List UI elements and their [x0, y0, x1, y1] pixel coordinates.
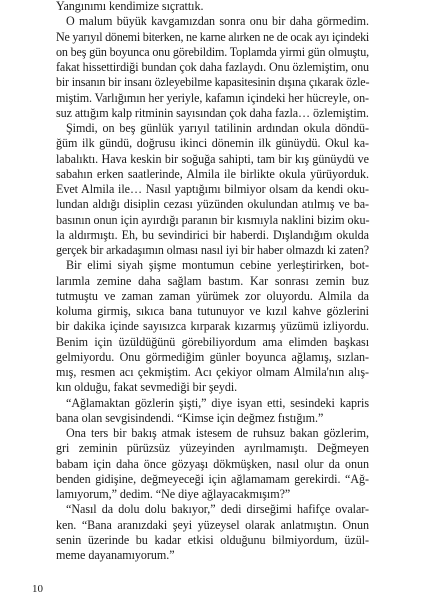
text-line: Bir elimi siyah şişme montumun cebine yerleştirirken, bot-: [66, 258, 369, 273]
text-line: Ona ters bir bakış atmak istesem de ruhsuz bakan gözlerim,: [66, 426, 369, 440]
text-line: “Nasıl da dolu dolu bakıyor,” dedi dirseğimi hafifçe ovalar-: [66, 502, 369, 517]
text-line: bir dakika içinde sayısızca kırparak kızarmış yüzümü izliyordu.: [56, 319, 369, 334]
text-line: senin üzerinde bu kadar etkisi olduğunu bilmiyordum, üzül-: [56, 532, 369, 547]
text-line: lamıyorum,” dedim. “Ne diye ağlayacakmışım?”: [56, 487, 291, 501]
text-line: bana olan sevgisindendi. “Kimse için değmez fıstığım.”: [56, 410, 324, 425]
text-line: Ne yarıyıl dönemi biterken, ne karne alırken ne de ocak ayı içindeki: [56, 29, 369, 44]
text-line: basının onun için ayırdığı paranın bir kısmıyla naklini bizim oku-: [56, 212, 370, 227]
text-line: Şimdi, on beş günlük yarıyıl tatilinin ardından okula döndü-: [66, 121, 369, 135]
text-line: on beş gün boyunca onu görebildim. Toplamda yirmi gün olmuştu,: [56, 44, 369, 59]
text-line: kın olduğu, fakat sevmediği bir şeydi.: [56, 380, 238, 395]
page-number: 10: [32, 583, 43, 595]
text-line: Benim için üzüldüğünü görebiliyordum ama elimden başkası: [56, 334, 369, 349]
text-line: koluma girmiş, sıkıca bana tutunuyor ve kızıl kahve gözlerini: [56, 304, 369, 318]
text-line: “Ağlamaktan gözlerin şişti,” diye isyan etti, sesindeki kapris: [66, 395, 369, 410]
text-line: ken. “Bana aranızdaki şeyi yüzeysel olarak anlatmıştın. Onun: [56, 517, 369, 532]
text-line: meme dayanamıyorum.”: [56, 548, 175, 562]
text-line: Evet Almila ile… Nasıl yaptığımı bilmiyor olsam da kendi oku-: [56, 182, 369, 196]
text-line: la aldırmıştı. Eh, bu sevindirici bir haberdi. Dışlandığım okulda: [56, 227, 369, 242]
text-line: benden gidişine, değmeyeceği için ağlamamam gerekirdi. “Ağ-: [56, 471, 369, 486]
text-line: mış, resmen acı çekmiştim. Acı çekiyor olmam Almila'nın alış-: [56, 365, 369, 379]
text-line: lundan aldığı disiplin cezası yüzünden okulundan atılmış ve ba-: [56, 197, 369, 212]
text-line: miştim. Varlığımın her yeriyle, kafamın içindeki her hücreyle, on-: [56, 90, 369, 105]
text-line: O malum büyük kavgamızdan sonra onu bir daha görmedim.: [66, 14, 369, 29]
text-line: suz attığım kalp ritminin sayısından çok daha fazla… özlemiştim.: [56, 105, 369, 120]
text-line: tutmuştu ve zaman zaman yürümek zor oluyordu. Almila da: [56, 288, 369, 303]
text-line: labalıktı. Hava keskin bir soğuğa sahipti, tam bir kış günüydü ve: [56, 151, 369, 166]
text-line: babam için daha önce gözyaşı dökmüşken, nasıl olur da onun: [56, 456, 369, 471]
text-line: gelmiyordu. Onu görmediğim günler boyunca ağlamış, sızlan-: [56, 349, 369, 364]
text-line: Yangınımı kendimize sıçrattık.: [56, 0, 204, 13]
text-line: larımla zemine daha sağlam bastım. Kar sonrası zemin buz: [56, 273, 369, 288]
text-line: sabahın erken saatlerinde, Almila ile birlikte okula yürüyorduk.: [56, 166, 369, 181]
text-line: ğüm ilk gündü, doğrusu ikinci dönemin ilk günüydü. Okul ka-: [56, 136, 369, 151]
text-line: bir insanın bir insanı özleyebilme kapasitesinin dışına çıkarak özle-: [56, 75, 370, 90]
body-text: [56, 0, 369, 563]
text-line: gerçek bir arkadaşımın olması nasıl iyi bir haber olmazdı ki zaten?: [56, 243, 370, 257]
text-line: gri zeminin pürüzsüz yüzeyinden ayrılmamıştı. Değmeyen: [56, 441, 369, 456]
text-line: fakat hissettirdiği bundan çok daha fazlaydı. Onu özlemiştim, onu: [56, 60, 369, 74]
